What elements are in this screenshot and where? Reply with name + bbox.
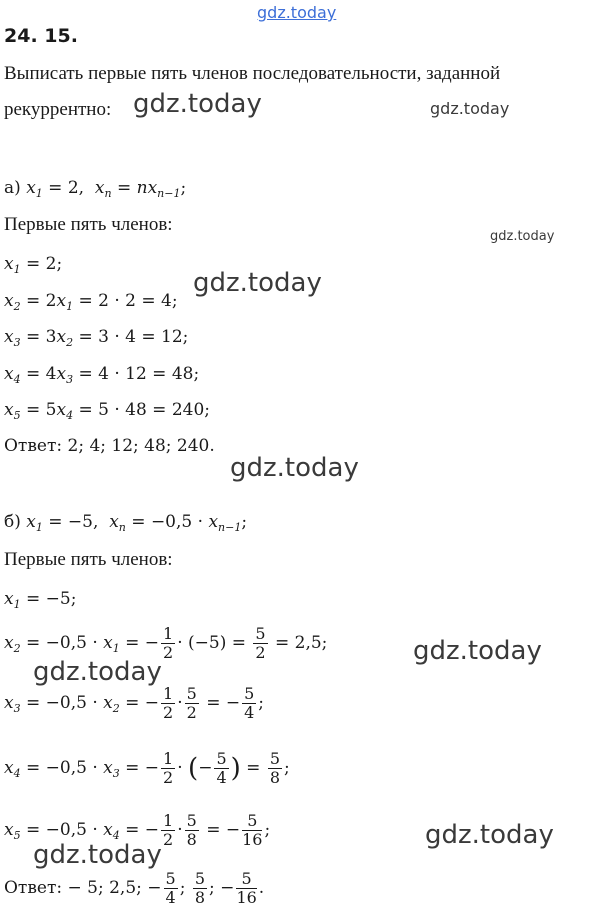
- part-a-condition: а) $x_1 = 2$, $x_n = nx_{n-1}$;: [4, 178, 187, 200]
- part-a-term-3: $x_3 = 3x_2 = 3 \cdot 4 = 12$;: [4, 327, 189, 349]
- watermark: gdz.today: [33, 840, 162, 870]
- part-b-term-4: $x_4 = -0,5 \cdot x_3$ = − $\frac{1}{2}$ · (− $\frac{5}{4}$ ) = $\frac{5}{8}$ ;: [4, 749, 290, 787]
- watermark: gdz.today: [490, 229, 555, 244]
- part-b-term-5: $x_5 = -0,5 \cdot x_4$ = − $\frac{1}{2}$ · $\frac{5}{8}$ = − $\frac{5}{16}$ ;: [4, 811, 271, 849]
- part-a-term-1: $x_1 = 2$;: [4, 254, 63, 276]
- part-b-answer-prefix: Ответ:: [4, 878, 63, 898]
- watermark: gdz.today: [33, 657, 162, 687]
- watermark-top[interactable]: gdz.today: [257, 3, 337, 22]
- watermark: gdz.today: [430, 99, 510, 118]
- part-b-first-terms-label: Первые пять членов:: [4, 549, 173, 570]
- part-a-label: а): [4, 178, 21, 198]
- part-b-label: б): [4, 512, 21, 532]
- part-b-term-1: $x_1 = -5$;: [4, 589, 77, 611]
- part-b-term-2: $x_2 = -0,5 \cdot x_1$ = − $\frac{1}{2}$ · (−5) = $\frac{5}{2}$ = 2,5;: [4, 624, 328, 662]
- watermark: gdz.today: [230, 453, 359, 483]
- part-b-condition: б) $x_1 = -5$, $x_n = -0,5 \cdot x_{n-1}$;: [4, 512, 248, 534]
- part-a-answer: Ответ: 2; 4; 12; 48; 240.: [4, 436, 215, 456]
- watermark: gdz.today: [413, 636, 542, 666]
- part-a-term-2: $x_2 = 2x_1 = 2 \cdot 2 = 4$;: [4, 291, 178, 313]
- watermark: gdz.today: [193, 268, 322, 298]
- part-a-term-4: $x_4 = 4x_3 = 4 \cdot 12 = 48$;: [4, 364, 200, 386]
- problem-number: 24. 15.: [4, 25, 78, 47]
- part-b-answer: Ответ: − 5; 2,5; − $\frac{5}{4}$ ; $\frac{5}{8}$ ; − $\frac{5}{16}$ .: [4, 869, 265, 907]
- statement-line-2: рекуррентно:: [4, 99, 112, 120]
- part-a-term-5: $x_5 = 5x_4 = 5 \cdot 48 = 240$;: [4, 400, 211, 422]
- statement-line-1: Выписать первые пять членов последовательности, заданной: [4, 63, 501, 84]
- watermark: gdz.today: [425, 820, 554, 850]
- watermark: gdz.today: [133, 89, 262, 119]
- part-b-term-3: $x_3 = -0,5 \cdot x_2$ = − $\frac{1}{2}$ · $\frac{5}{2}$ = − $\frac{5}{4}$ ;: [4, 684, 265, 722]
- part-a-first-terms-label: Первые пять членов:: [4, 214, 173, 235]
